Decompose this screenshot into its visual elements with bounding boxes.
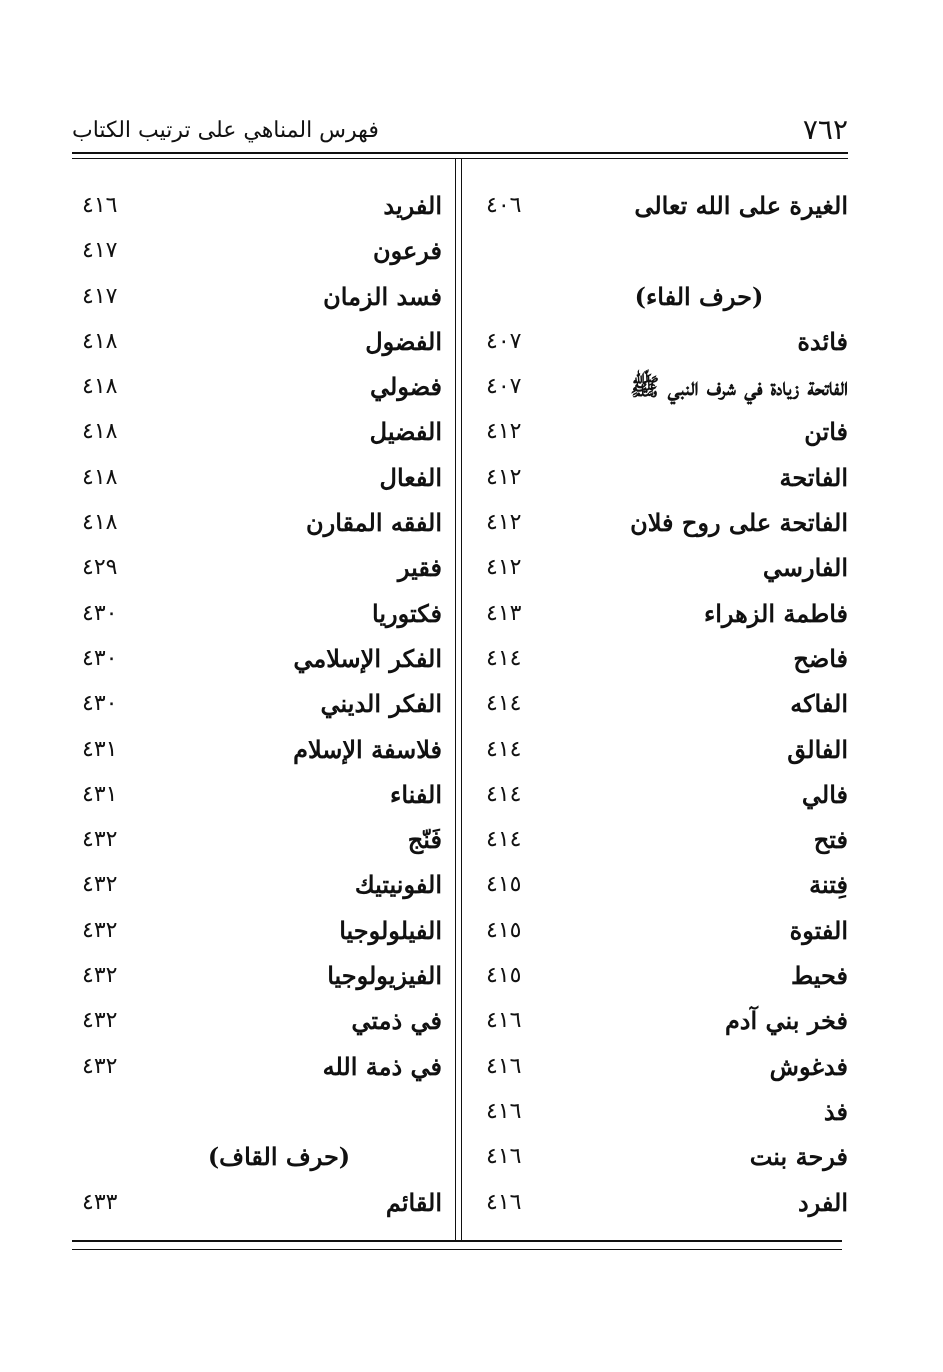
index-term: فرعون — [372, 236, 442, 266]
index-page-number: ٤١٦ — [82, 193, 118, 218]
index-entry — [480, 911, 848, 956]
column-divider — [455, 158, 456, 1240]
page-header — [72, 112, 848, 152]
index-page-number: ٤١٧ — [82, 238, 118, 264]
index-entry — [480, 186, 848, 231]
index-page-number: ٤٣٢ — [82, 963, 118, 989]
index-term: الفيزيولوجيا — [327, 961, 442, 991]
index-entry — [480, 412, 848, 457]
index-entry — [480, 458, 848, 503]
index-term: الفتوة — [789, 915, 848, 945]
index-page-number: ٤١٥ — [486, 917, 522, 943]
index-entry — [480, 775, 848, 820]
index-term: فضولي — [370, 372, 442, 402]
index-entry — [480, 639, 848, 684]
index-term: فالي — [801, 779, 848, 809]
index-term: الغيرة على الله تعالى — [634, 191, 848, 220]
index-entry — [76, 548, 442, 593]
index-entry — [480, 865, 848, 910]
index-page-number: ٤٣٠ — [82, 645, 118, 671]
index-entry — [480, 503, 848, 548]
index-column-left — [76, 186, 442, 1228]
section-title: (حرف الفاء) — [634, 281, 764, 311]
index-page-number: ٤١٦ — [486, 1189, 522, 1215]
index-page-number: ٤٠٧ — [486, 374, 522, 400]
index-term: فخر بني آدم — [724, 1006, 848, 1036]
index-term: فاطمة الزهراء — [703, 598, 848, 628]
index-entry — [480, 594, 848, 639]
index-page-number: ٤١٢ — [486, 419, 522, 445]
index-term: الفاكه — [790, 689, 848, 719]
index-page-number: ٤١٨ — [82, 328, 118, 354]
index-entry — [76, 684, 442, 729]
index-page-number: ٤١٤ — [486, 827, 522, 853]
index-entry — [76, 503, 442, 548]
index-term: الفقه المقارن — [305, 508, 442, 538]
index-page-number: ٤١٦ — [486, 1144, 522, 1170]
section-heading — [480, 277, 848, 322]
index-term: فَنّج — [407, 825, 442, 855]
index-page-number: ٤١٨ — [82, 374, 118, 400]
index-entry — [480, 730, 848, 775]
index-entry — [76, 1001, 442, 1046]
index-entry — [480, 322, 848, 367]
index-page-number: ٤٣٠ — [82, 600, 118, 626]
index-column-right — [480, 186, 848, 1228]
index-entry — [480, 820, 848, 865]
index-page-number: ٤٣٣ — [82, 1189, 118, 1215]
index-term: فكتوريا — [372, 598, 442, 628]
index-term: الفناء — [390, 779, 442, 809]
index-term: في ذمتي — [351, 1006, 442, 1036]
index-page-number: ٤١٨ — [82, 510, 118, 536]
index-entry — [76, 322, 442, 367]
index-entry — [76, 820, 442, 865]
index-page-number: ٤١٦ — [486, 1008, 522, 1034]
index-entry — [76, 911, 442, 956]
index-entry — [76, 1092, 442, 1137]
index-term: الفيلولوجيا — [339, 915, 442, 945]
index-page-number: ٤١٥ — [486, 872, 522, 898]
index-term: فلاسفة الإسلام — [293, 734, 442, 764]
index-entry — [480, 956, 848, 1001]
index-term: الفكر الديني — [320, 689, 442, 719]
index-term: الفرد — [797, 1187, 848, 1217]
index-term: الفريد — [383, 191, 442, 220]
index-entry — [76, 865, 442, 910]
index-entry — [76, 458, 442, 503]
index-term: القائم — [385, 1187, 442, 1217]
running-title: فهرس المناهي على ترتيب الكتاب — [72, 118, 379, 143]
footer-rule-thin — [72, 1249, 842, 1250]
index-entry — [76, 1183, 442, 1228]
column-divider — [461, 158, 462, 1240]
index-page-number: ٤٠٦ — [486, 193, 522, 218]
index-page-number: ٤١٢ — [486, 510, 522, 536]
index-term: فذ — [823, 1096, 848, 1126]
index-page-number: ٤٣٢ — [82, 1008, 118, 1034]
index-entry — [76, 186, 442, 231]
index-page-number: ٤١٦ — [486, 1098, 522, 1124]
footer-rule — [72, 1240, 842, 1242]
index-page-number: ٤٢٩ — [82, 555, 118, 581]
index-term: فتح — [813, 825, 848, 855]
index-page-number: ٤٣٢ — [82, 827, 118, 853]
index-page-number: ٤١٤ — [486, 691, 522, 717]
index-page-number: ٤١٦ — [486, 1053, 522, 1079]
index-entry — [76, 639, 442, 684]
index-entry — [480, 684, 848, 729]
index-entry — [76, 775, 442, 820]
index-term: فاضح — [793, 643, 848, 673]
index-term: الفاتحة على روح فلان — [630, 508, 848, 538]
header-rule — [72, 152, 848, 154]
index-term: الفضيل — [369, 417, 442, 447]
index-page-number: ٤٣٢ — [82, 872, 118, 898]
index-term: فدغوش — [769, 1051, 848, 1081]
index-entry — [480, 367, 848, 412]
index-term: فِتنة — [809, 870, 848, 900]
index-term: في ذمة الله — [322, 1051, 442, 1081]
index-term: الفكر الإسلامي — [293, 643, 442, 673]
index-entry — [76, 956, 442, 1001]
index-page-number: ٤٣٢ — [82, 917, 118, 943]
index-entry — [480, 1001, 848, 1046]
page-number: ٧٦٢ — [802, 113, 848, 146]
index-page-number: ٤١٨ — [82, 419, 118, 445]
index-term: فحيط — [791, 961, 848, 991]
index-page-number: ٤٣١ — [82, 781, 118, 807]
header-rule-thin — [72, 158, 848, 159]
index-entry — [480, 1137, 848, 1182]
index-page-number: ٤١٣ — [486, 600, 522, 626]
index-entry — [76, 594, 442, 639]
index-term: الفعال — [379, 462, 442, 492]
index-term: فاتن — [804, 417, 848, 447]
index-entry — [480, 1047, 848, 1092]
index-term: فسد الزمان — [323, 281, 442, 311]
index-term: الفاتحة زيادة في شرف النبي ﷺ — [630, 372, 848, 402]
index-entry — [76, 277, 442, 322]
index-page-number: ٤٠٧ — [486, 328, 522, 354]
index-term: فقير — [397, 553, 442, 583]
index-term: فائدة — [797, 326, 848, 356]
index-entry — [76, 231, 442, 276]
index-entry — [480, 1092, 848, 1137]
index-page-number: ٤٣٢ — [82, 1053, 118, 1079]
index-page-number: ٤١٢ — [486, 555, 522, 581]
section-title: (حرف القاف) — [207, 1142, 351, 1172]
index-entry — [76, 1047, 442, 1092]
index-page-number: ٤١٤ — [486, 781, 522, 807]
index-page-number: ٤٣٠ — [82, 691, 118, 717]
index-entry — [76, 412, 442, 457]
index-term: الفاتحة — [779, 462, 848, 492]
index-page-number: ٤١٥ — [486, 963, 522, 989]
index-page-number: ٤١٤ — [486, 736, 522, 762]
index-term: الفضول — [365, 326, 442, 356]
index-page-number: ٤٣١ — [82, 736, 118, 762]
index-term: فرحة بنت — [749, 1142, 848, 1172]
section-heading — [76, 1137, 442, 1182]
index-term: الفارسي — [762, 553, 848, 583]
index-entry — [76, 730, 442, 775]
index-entry — [480, 231, 848, 276]
index-term: الفالق — [787, 734, 848, 764]
index-page-number: ٤١٧ — [82, 283, 118, 309]
index-page-number: ٤١٤ — [486, 645, 522, 671]
index-entry — [480, 548, 848, 593]
index-entry — [76, 367, 442, 412]
index-term: الفونيتيك — [354, 870, 442, 900]
index-page-number: ٤١٨ — [82, 464, 118, 490]
index-entry — [480, 1183, 848, 1228]
index-page-number: ٤١٢ — [486, 464, 522, 490]
